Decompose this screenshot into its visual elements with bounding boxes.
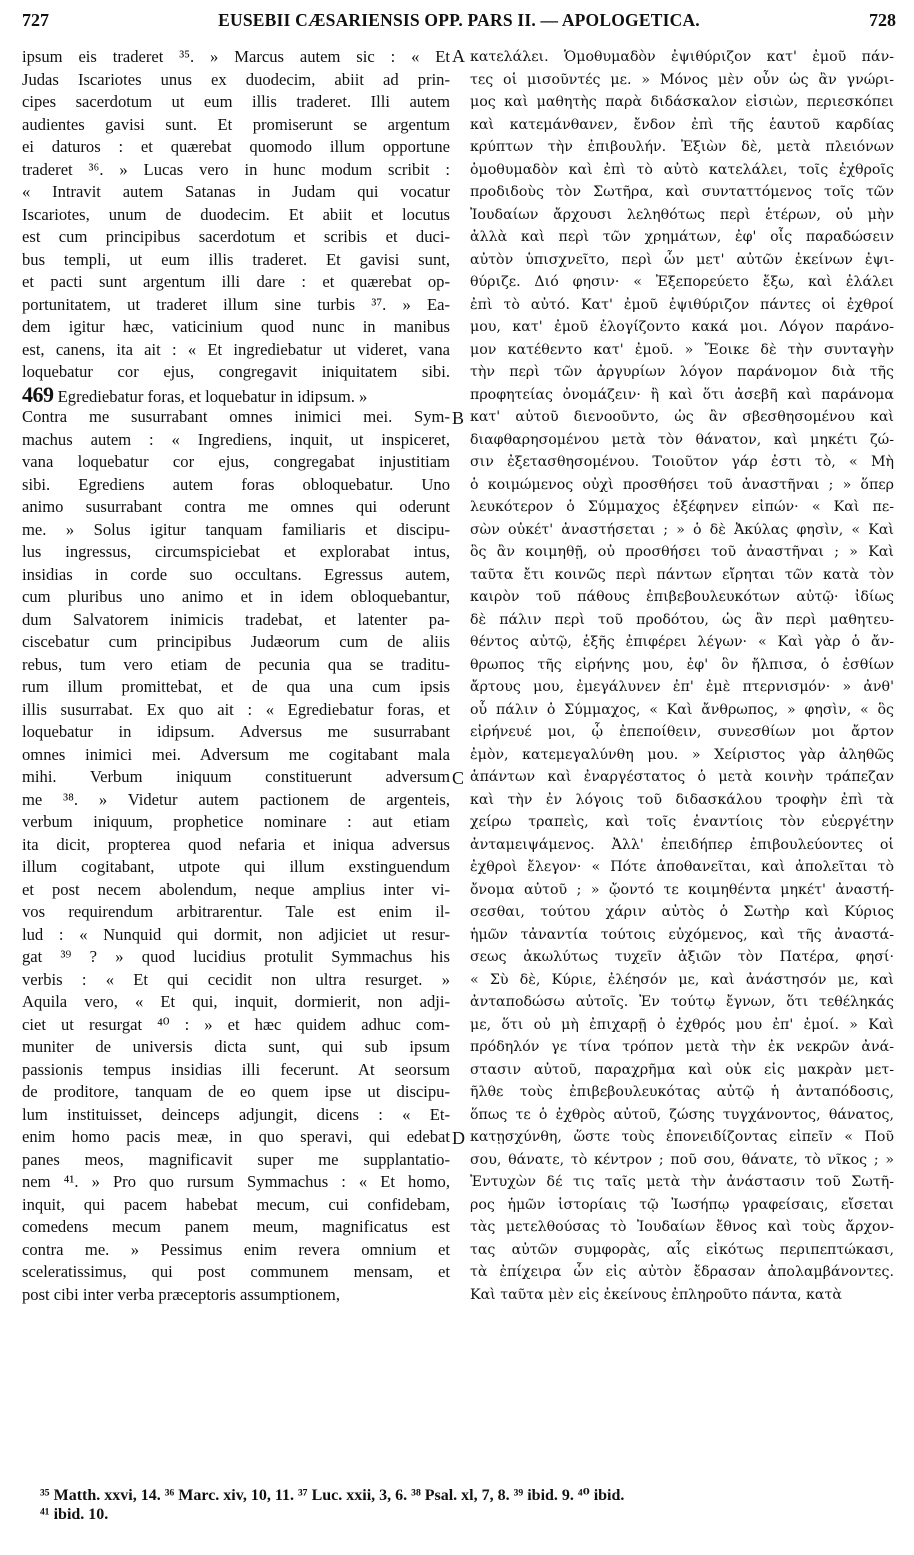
latin-line: muniter de universis dicta sunt, qui sub ipsum — [22, 1037, 450, 1056]
latin-line: Judas Iscariotes unus ex duodecim, abiit ad prin- — [22, 69, 450, 89]
latin-line: illum cogitabant, utpote qui illum exstinguendum — [22, 857, 450, 876]
line-text: Egrediebatur foras, et loquebatur in idipsum. » — [57, 386, 368, 406]
latin-line: contra me. » Pessimus enim revera omnium et — [22, 1239, 450, 1259]
section-number: 469 — [22, 381, 54, 407]
greek-line: ἐμὸν, κατεμεγαλύνθη μου. » Χείριστος γὰρ ἀληθῶς — [470, 746, 894, 763]
greek-line: αὐτὸν ὑπισχνεῖτο, περὶ ὧν μετ' αὐτῶν ἐκείνων ἐψι- — [470, 251, 894, 268]
latin-line: passionis tempus insidias illi fecerunt. At seorsum — [22, 1059, 450, 1079]
footnote-line: ³⁵ Matth. xxvi, 14. ³⁶ Marc. xiv, 10, 11. ³⁷ Luc. xxii, 3, 6. ³⁸ Psal. xl, 7, 8. ³⁹ ibid. 9. ⁴⁰ ibid. — [40, 1487, 625, 1504]
greek-line: σὼν οὐκέτ' ἀναστήσεται ; » ὁ δὲ Ἀκύλας φησὶν, « Καὶ — [470, 521, 894, 538]
latin-line: cipes sacerdotum ut eum illis traderet. Illi autem — [22, 92, 450, 111]
page-number-left: 727 — [22, 10, 49, 30]
latin-line: ita dicit, propterea quod nefaria et iniqua adversus — [22, 834, 450, 854]
greek-line: ἀνταποδώσω αὐτοῖς. Ἐν τούτῳ ἔγνων, ὅτι τεθέληκάς — [470, 994, 894, 1010]
margin-marker-d: D — [452, 1128, 465, 1148]
latin-line: verbis : « Et qui cecidit non ultra resurget. » — [22, 969, 450, 989]
greek-line: τας αὐτῶν συμφορὰς, αἷς εἰκότως περιπεπτώκασι, — [470, 1241, 894, 1258]
greek-line: οὗ πάλιν ὁ Σύμμαχος, « Καὶ ἄνθρωπος, » φησὶν, « ὃς — [470, 701, 894, 718]
latin-line: lus ingressus, circumspiciebat et explorabat intus, — [22, 542, 450, 561]
greek-line: στασιν αὐτοῦ, παραχρῆμα καὶ οὐκ εἰς μακρὰν μετ- — [470, 1061, 894, 1078]
greek-line: κατελάλει. Ὁμοθυμαδὸν ἐψιθύριζον κατ' ἐμοῦ πάν- — [470, 49, 894, 65]
greek-line: ὃς ἂν κοιμηθῇ, οὐ προσθήσει τοῦ ἀναστῆναι ; » Καὶ — [470, 544, 894, 560]
latin-line: comedens mecum panem meum, magnificatus est — [22, 1217, 450, 1236]
greek-column — [470, 46, 894, 1306]
latin-line: inquit, qui pacem habebat mecum, cui confidebam, — [22, 1194, 450, 1214]
greek-line: προδιδοὺς τὸν Σωτῆρα, καὶ συνταττόμενος τοῖς τῶν — [470, 184, 894, 200]
latin-line: sceleratissimus, qui post communem mensam, et — [22, 1262, 450, 1281]
latin-line: animo susurrabant contra me omnes qui oderunt — [22, 497, 450, 516]
greek-line: κρύπτων τὴν ἐπιβουλήν. Ἐξιὼν δὲ, μετὰ πλειόνων — [470, 139, 894, 155]
greek-line: πρόδηλόν γε τίνα τρόπον μετὰ τὴν ἐκ νεκρῶν ἀνά- — [470, 1039, 894, 1055]
page-header — [22, 10, 896, 36]
latin-line: omnes inimici mei. Adversum me cogitabant mala — [22, 744, 450, 764]
greek-line: ὄνομα αὐτοῦ ; » ᾤοντό τε κοιμηθέντα μηκέτ' ἀναστή- — [470, 881, 894, 898]
greek-line: με, ὅτι οὐ μὴ ἐπιχαρῇ ὁ ἐχθρός μου ἐπ' ἐμοί. » Καὶ — [470, 1016, 894, 1033]
latin-line: dem igitur hæc, vaticinium quod nunc in manibus — [22, 317, 450, 336]
latin-line: Aquila vero, « Et qui, inquit, dormierit, non adji- — [22, 992, 450, 1011]
footnotes — [40, 1486, 900, 1524]
latin-line: vos requirendum arbitrarentur. Tale est enim il- — [22, 902, 450, 921]
greek-line: ὅπως τε ὁ ἐχθρὸς αὐτοῦ, ζώσης τυγχάνοντος, θάνατος, — [470, 1106, 894, 1123]
latin-line: verbum iniquum, prophetice nominare : aut etiam — [22, 812, 450, 831]
latin-line: gat ³⁹ ? » quod lucidius protulit Symmachus his — [22, 947, 450, 966]
greek-line: Καὶ ταῦτα μὲν εἰς ἐκείνους ἐπληροῦτο πάντα, κατὰ — [470, 1286, 842, 1303]
greek-line: Ἰουδαίων ἄρχουσι λεληθότως περὶ ἑτέρων, οὐ μὴν — [470, 206, 894, 223]
latin-line: nem ⁴¹. » Pro quo rursum Symmachus : « Et homo, — [22, 1172, 450, 1191]
greek-line: θέντος αὐτῷ, ἑξῆς ἐπιφέρει λέγων· « Καὶ γὰρ ὁ ἄν- — [470, 634, 894, 650]
latin-line: loquebatur cor ejus, congregavit iniquitatem sibi. — [22, 362, 450, 381]
latin-line: ciet ut resurgat ⁴⁰ : » et hæc quidem adhuc com- — [22, 1014, 450, 1034]
greek-line: ἡμῶν τἀναντία τούτοις εὐχόμενος, καὶ τῆς ἀναστά- — [470, 926, 894, 943]
latin-line: est cum principibus sacerdotum et scribis et duci- — [22, 227, 450, 246]
greek-line: ἀλλὰ καὶ περὶ τῶν χρημάτων, ἐφ' οἷς παραδώσειν — [470, 229, 894, 245]
greek-line: δὲ πάλιν περὶ τοῦ προδότου, ὡς ἂν περὶ μαθητευ- — [470, 611, 894, 628]
greek-line: ὁ κοιμώμενος οὐχὶ προσθήσει τοῦ ἀναστῆναι ; » ὅπερ — [470, 476, 894, 493]
greek-line: ῆλθε τοὺς ἐπιβεβουλευκότας αὐτῷ ἡ ἀνταπόδοσις, — [470, 1084, 894, 1100]
greek-line: κατ' αὐτοῦ διενοοῦντο, ὡς ἂν σβεσθησομένου καὶ — [470, 409, 894, 425]
greek-line: προφητείας ὀνομάζειν· ἢ καὶ ὅτι ἀσεβῆ καὶ παράνομα — [470, 386, 894, 403]
latin-line: enim homo pacis meæ, in quo speravi, qui edebat — [22, 1127, 450, 1146]
greek-line: τὰ ἐπίχειρα ὧν εἰς αὐτὸν ἔδρασαν ἀπολαμβάνοντες. — [470, 1264, 894, 1280]
greek-line: θύριζε. Διό φησιν· « Ἐξεπορεύετο ἔξω, καὶ ἐλάλει — [470, 274, 894, 290]
greek-line: κατῃσχύνθη, ὥστε τοὺς ἐπονειδίζοντας εἰπεῖν « Ποῦ — [470, 1129, 894, 1145]
latin-line — [22, 381, 450, 407]
greek-line: ρος ἡμῶν ἱστορίαις τῷ Ἰωσήπῳ γραφείσαις, εἴσεται — [470, 1196, 894, 1213]
greek-line: ταῦτα ἔτι κοινῶς περὶ πάντων εἴρηται τῶν κατὰ τὸν — [470, 566, 894, 583]
greek-line: σεως ἀκωλύτως τυχεῖν ἀξιῶν τὸν Πατέρα, φησί· — [470, 949, 894, 965]
greek-line: ἐχθροὶ ἔλεγον· « Πότε ἀποθανεῖται, καὶ ἀπολεῖται τὸ — [470, 859, 894, 875]
greek-line: Ἐντυχὼν δέ τις ταῖς μετὰ τὴν ἀνάστασιν τοῦ Σωτῆ- — [470, 1174, 894, 1190]
latin-line: de proditore, tanquam de eo quem ipse ut discipu- — [22, 1082, 450, 1101]
greek-line: τὰς μετελθούσας τὸ Ἰουδαίων ἔθνος καὶ τοὺς ἄρχον- — [470, 1219, 894, 1235]
footnote-line: ⁴¹ ibid. 10. — [40, 1506, 109, 1523]
latin-line: rebus, tum vero etiam de pecunia qua se traditu- — [22, 654, 450, 674]
latin-line: bus templi, ut eum illis traderet. Et gavisi sunt, — [22, 249, 450, 269]
latin-line: ipsum eis traderet ³⁵. » Marcus autem sic : « Et — [22, 47, 450, 66]
greek-line: μον κατέθεντο κατ' ἐμοῦ. » Ἔοικε δὲ τὴν συνταγὴν — [470, 341, 894, 358]
latin-line: ei daturos : et quærebat quomodo illum opportune — [22, 137, 450, 156]
greek-line: σεσθαι, τούτου χάριν αὐτὸς ὁ Σωτὴρ καὶ Κύριος — [470, 904, 894, 920]
greek-line: ἁπάντων καὶ ἐναργέστατος ὁ μετὰ κοινὴν τράπεζαν — [470, 769, 894, 785]
latin-line: est, canens, ita ait : « Et ingrediebatur ut videret, vana — [22, 339, 450, 359]
greek-line: καὶ κατεμάνθανεν, ἔνδον ἐπὶ τῆς ἑαυτοῦ καρδίας — [470, 116, 894, 133]
latin-line: illis susurrabat. Ex quo ait : « Egrediebatur foras, et — [22, 699, 450, 719]
greek-line: σιν ἐξετασθησομένου. Τοιοῦτον γάρ ἐστι τὸ, « Μὴ — [470, 454, 894, 470]
running-title: EUSEBII CÆSARIENSIS OPP. PARS II. — APOLOGETICA. — [218, 10, 700, 30]
latin-column — [22, 46, 450, 1306]
greek-line: ὁμοθυμαδὸν καὶ ἐπὶ τὸ αὐτὸ κατελάλει, τοῖς ἐχθροῖς — [470, 161, 894, 178]
greek-line: μος καὶ μαθητὴς παρὰ διδάσκαλον εἰσιὼν, περιεσκόπει — [470, 94, 894, 110]
latin-line: et pacti sunt argentum illi dare : et quærebat op- — [22, 272, 450, 291]
latin-line: me ³⁸. » Videtur autem pactionem de argenteis, — [22, 789, 450, 809]
latin-line: lum instituisset, deinceps adjungit, dicens : « Et- — [22, 1104, 450, 1124]
latin-line: me. » Solus igitur tanquam familiaris et discipu- — [22, 519, 450, 539]
latin-line: Contra me susurrabant omnes inimici mei. Sym- — [22, 407, 450, 426]
greek-line: καιρὸν τοῦ πάθους ἐπιβεβουλευκότων αὐτῷ· ἰδίως — [470, 589, 894, 605]
greek-line: θρωπος τῆς εἰρήνης μου, ἐφ' ὃν ἤλπισα, ὁ ἐσθίων — [470, 656, 894, 673]
latin-line: machus autem : « Ingrediens, inquit, ut inspiceret, — [22, 429, 450, 449]
latin-line: post cibi inter verba præceptoris assumptionem, — [22, 1284, 340, 1304]
greek-line: « Σὺ δὲ, Κύριε, ἐλέησόν με, καὶ ἀνάστησόν με, καὶ — [470, 971, 894, 988]
latin-line: portunitatem, ut traderet illum sine turbis ³⁷. » Ea- — [22, 294, 450, 314]
latin-line: et post necem abolendum, neque amplius inter vi- — [22, 879, 450, 899]
latin-line: mihi. Verbum iniquum constituerunt adversum — [22, 767, 450, 786]
greek-line: ἀνταμειψάμενος. Ἀλλ' ἐπειδήπερ ἐπιβουλεύοντες οἱ — [470, 836, 894, 853]
margin-marker-b: B — [452, 408, 465, 428]
page-number-right: 728 — [868, 10, 896, 30]
greek-line: ἄρτους μου, ἐμεγάλυνεν ἐπ' ἐμὲ πτερνισμόν· » ἀνθ' — [470, 679, 894, 695]
greek-line: εἰρήνευέ μοι, ᾧ ἐπεποίθειν, συνεσθίων μοι ἄρτον — [470, 724, 894, 740]
latin-line: dum Salvatorem inimicis tradebat, et latenter pa- — [22, 609, 450, 629]
greek-line: χείρω τραπεὶς, καὶ τοῖς ἐναντίοις τὸν εὐεργέτην — [470, 814, 894, 830]
latin-line: sibi. Egrediens autem foras obloquebatur. Uno — [22, 474, 450, 494]
margin-marker-a: A — [452, 46, 465, 66]
latin-line: insidias in corde suo occultans. Egressus autem, — [22, 564, 450, 584]
latin-line: ciscebatur cum principibus Judæorum cum de aliis — [22, 632, 450, 651]
latin-line: loquebatur in idipsum. Adversus me susurrabant — [22, 722, 450, 741]
latin-line: vana loquebatur cor ejus, congregabat injustitiam — [22, 452, 450, 471]
latin-line: traderet ³⁶. » Lucas vero in hunc modum scribit : — [22, 159, 450, 179]
greek-line: τὴν περὶ τῶν ἀργυρίων λόγον παράνομον διὰ τῆς — [470, 364, 894, 380]
latin-line: cum pluribus uno animo et in idem obloquebantur, — [22, 587, 450, 606]
greek-line: μου, κατ' ἐμοῦ ἐλογίζοντο κακά μοι. Λόγον παράνο- — [470, 319, 894, 335]
latin-line: lud : « Nunquid qui dormit, non adjiciet ut resur- — [22, 924, 450, 944]
latin-line: audientes gavisi sunt. Et promiserunt se argentum — [22, 114, 450, 134]
greek-line: σου, θάνατε, τὸ κέντρον ; ποῦ σου, θάνατε, τὸ νῖκος ; » — [470, 1151, 894, 1168]
latin-line: « Intravit autem Satanas in Judam qui vocatur — [22, 182, 450, 201]
greek-line: ἐπὶ τὸ αὐτό. Κατ' ἐμοῦ ἐψιθύριζον πάντες οἱ ἐχθροί — [470, 296, 894, 313]
latin-line: Iscariotes, unum de duodecim. Et abiit et locutus — [22, 204, 450, 224]
margin-marker-c: C — [452, 768, 465, 788]
greek-line: τες οἱ μισοῦντές με. » Μόνος μὲν οὖν ὡς ἂν γνώρι- — [470, 71, 894, 88]
greek-line: λευκότερον ὁ Σύμμαχος ἐξέφηνεν εἰπών· « Καὶ πε- — [470, 499, 894, 515]
latin-line: rum illum promittebat, et de qua una cum ipsis — [22, 677, 450, 696]
latin-line: panes meos, magnificavit super me supplantatio- — [22, 1149, 450, 1169]
greek-line: καὶ τὴν ἐν λόγοις τοῦ διδασκάλου τροφὴν ἐπὶ τὰ — [470, 791, 894, 808]
greek-line: διαφθαρησομένου μετὰ τὸν θάνατον, καὶ μηκέτι ζώ- — [470, 431, 894, 448]
